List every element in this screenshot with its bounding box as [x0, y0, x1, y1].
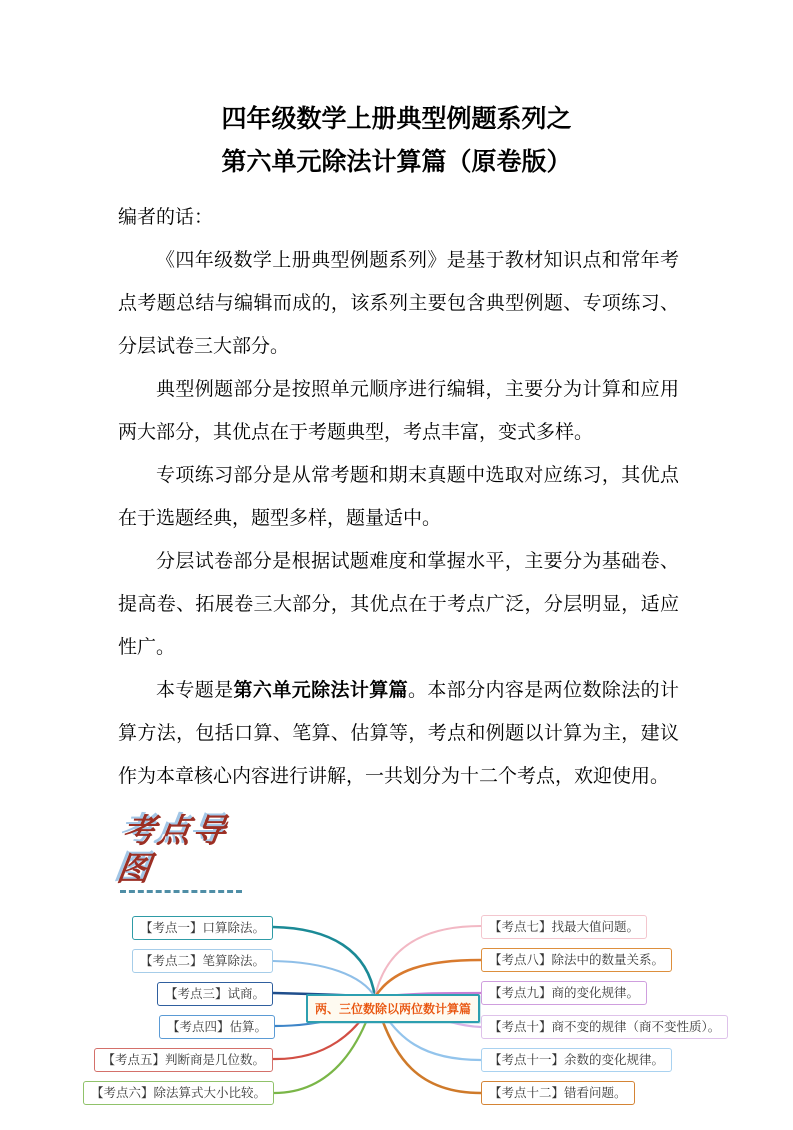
paragraph: 《四年级数学上册典型例题系列》是基于教材知识点和常年考点考题总结与编辑而成的，该系列主要包含典型例题、专项练习、分层试卷三大部分。: [118, 249, 679, 357]
mindmap-node-kaodian-7: 【考点七】找最大值问题。: [481, 915, 647, 939]
paragraph: [118, 669, 679, 798]
paragraph-text: 。本部分内容是两位数除法的计算方法，包括口算、笔算、估算等，考点和例题以计算为主，建议作为本章核心内容进行讲解，一共划分为十二个考点，欢迎使用。: [118, 679, 679, 787]
paragraph: 分层试卷部分是根据试题难度和掌握水平，主要分为基础卷、提高卷、拓展卷三大部分，其优点在于考点广泛，分层明显，适应性广。: [118, 550, 679, 658]
connector-line: [375, 960, 481, 997]
intro-label: 编者的话：: [118, 206, 214, 228]
mindmap-node-kaodian-12: 【考点十二】错看问题。: [481, 1081, 635, 1105]
mindmap-node-kaodian-5: 【考点五】判断商是几位数。: [94, 1048, 273, 1072]
mindmap-node-kaodian-8: 【考点八】除法中的数量关系。: [481, 948, 672, 972]
paragraph: 典型例题部分是按照单元顺序进行编辑，主要分为计算和应用两大部分，其优点在于考题典型，考点丰富，变式多样。: [118, 378, 679, 443]
mindmap-node-kaodian-11: 【考点十一】余数的变化规律。: [481, 1048, 672, 1072]
mindmap-node-kaodian-2: 【考点二】笔算除法。: [132, 949, 273, 973]
page-title-line2: 第六单元除法计算篇（原卷版）: [221, 147, 572, 176]
mindmap-node-kaodian-1: 【考点一】口算除法。: [132, 916, 273, 940]
mindmap-node-kaodian-10: 【考点十】商不变的规律（商不变性质）。: [481, 1015, 728, 1039]
mindmap-center-node: 两、三位数除以两位数计算篇: [306, 994, 480, 1023]
section-header-kaodian-daotu: [114, 811, 250, 893]
mindmap-node-kaodian-4: 【考点四】估算。: [159, 1015, 275, 1039]
connector-line: [273, 961, 375, 997]
dashed-underline: [120, 890, 242, 893]
mindmap-node-kaodian-9: 【考点九】商的变化规律。: [481, 981, 647, 1005]
paragraph: 专项练习部分是从常考题和期末真题中选取对应练习，其优点在于选题经典，题型多样，题量适中。: [118, 464, 679, 529]
page-title: [0, 0, 793, 183]
intro-section: [0, 196, 793, 798]
paragraph-bold-text: 第六单元除法计算篇: [233, 679, 408, 701]
mindmap-diagram: [0, 895, 793, 1130]
page-title-line1: 四年级数学上册典型例题系列之: [221, 104, 572, 133]
paragraph-text: 本专题是: [156, 679, 234, 701]
mindmap-node-kaodian-6: 【考点六】除法算式大小比较。: [83, 1081, 274, 1105]
calligraphy-title: 考点导图: [114, 811, 231, 888]
mindmap-node-kaodian-3: 【考点三】试商。: [157, 982, 273, 1006]
